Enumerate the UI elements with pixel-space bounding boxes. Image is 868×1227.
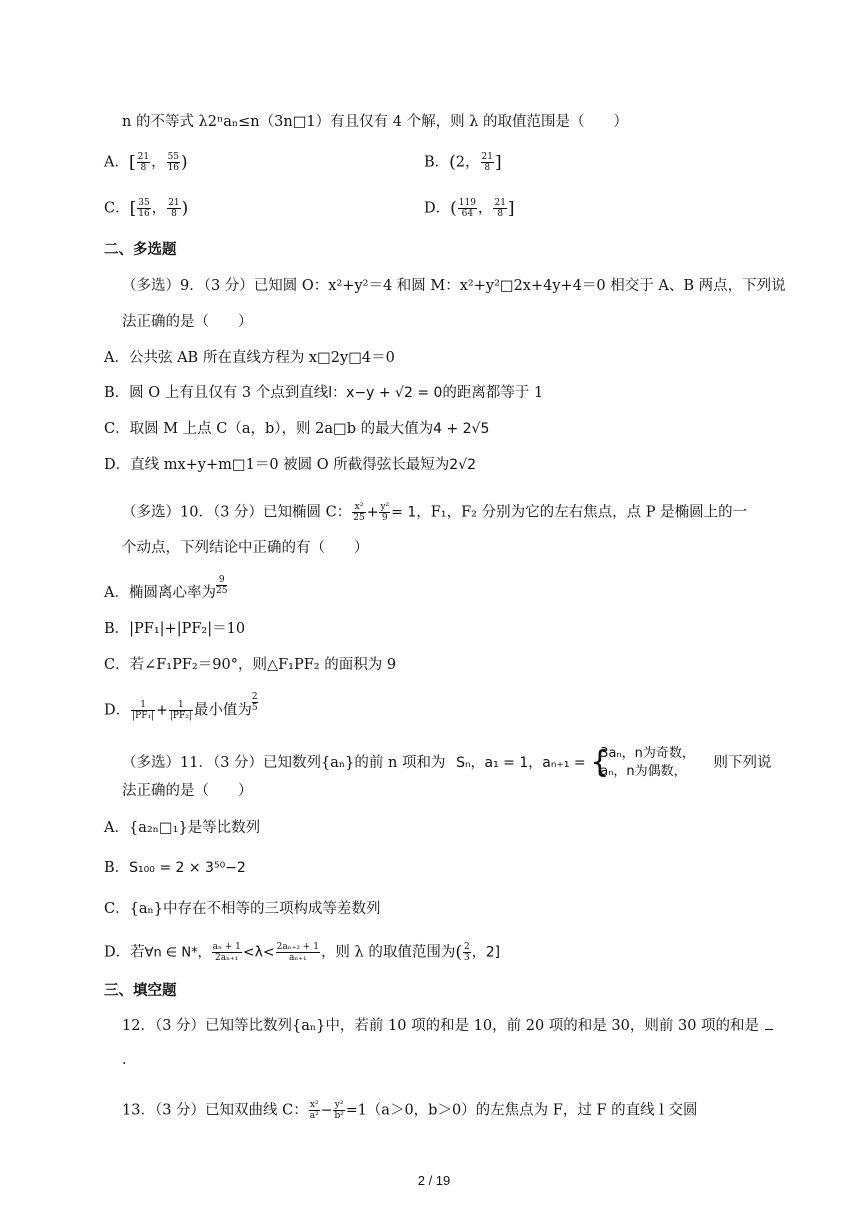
q11-stem-line2: 法正确的是（ ）	[122, 783, 253, 799]
math-expression: Sₙ，a₁ = 1，aₙ₊₁ =	[456, 755, 586, 771]
q9-stem-line1: （多选）9．（3 分）已知圆 O：x²+y²＝4 和圆 M：x²+y²□2x+4y+4＝0 相交于 A、B 两点，下列说	[122, 278, 786, 294]
fraction: $\frac{\text{x²}}{25}$	[353, 502, 365, 523]
q8-option-a: A．[ $\frac{21}{8}$ ， $\frac{55}{16}$ )	[104, 152, 188, 173]
q11-option-c: C．{aₙ}中存在不相等的三项构成等差数列	[104, 901, 381, 917]
fraction: $\frac{\text{y²}}{9}$	[380, 502, 390, 523]
option-label: A．	[104, 154, 129, 171]
fraction: $\frac{21}{8}$	[168, 198, 180, 219]
q10-option-d: D． $\frac{1}{\text{|PF₁|}}$ + $\frac{1}{\text{|PF₂|}}$ 最小值为 $\frac{2}{5}$	[104, 692, 258, 721]
fraction: $\frac{21}{8}$	[481, 152, 493, 173]
section-heading-multi-choice: 二、多选题	[104, 241, 177, 258]
q11-option-d: D．若∀n ∈ N*， $\frac{\text{aₙ + 1}}{\text{2aₙ₊₁}}$ <λ< $\frac{\text{2aₙ₊₂ + 1}}{\text{aₙ₊₁}}$ ，则 λ 的取值范围为( $\frac{2}{3}$ ，2]	[104, 942, 501, 963]
page-number: 2 / 19	[417, 1173, 451, 1188]
q8-stem: n 的不等式 λ2ⁿaₙ≤n（3n□1）有且仅有 4 个解，则 λ 的取值范围是（ ）	[122, 114, 628, 130]
fraction: $\frac{1}{\text{|PF₁|}}$	[132, 700, 155, 721]
math-expression: S₁₀₀ = 2 × 3⁵⁰−2	[129, 860, 246, 876]
q8-option-b: B．(2， $\frac{21}{8}$ ]	[424, 152, 502, 173]
q9-option-a: A．公共弦 AB 所在直线方程为 x□2y□4＝0	[104, 350, 395, 366]
option-label: B．	[424, 154, 450, 171]
answer-blank	[765, 1029, 773, 1030]
q8-option-d: D．( $\frac{119}{64}$ ， $\frac{21}{8}$ ]	[424, 198, 515, 219]
piecewise-definition: { 3aₙ，n为奇数， aₙ，n为偶数，	[590, 745, 695, 781]
fraction: $\frac{119}{64}$	[458, 198, 476, 219]
math-expression: 2√2	[449, 457, 477, 473]
option-label: D．	[424, 200, 451, 217]
math-expression: l：x−y + √2 = 0	[328, 385, 443, 401]
q11-option-a: A．{a₂ₙ□₁}是等比数列	[104, 820, 261, 836]
q9-option-b: B．圆 O 上有且仅有 3 个点到直线l：x−y + √2 = 0的距离都等于 1	[104, 385, 544, 401]
fraction: $\frac{1}{\text{|PF₂|}}$	[169, 700, 192, 721]
q13-stem: 13．（3 分）已知双曲线 C： $\frac{\text{x²}}{\text{a²}}$ − $\frac{\text{y²}}{\text{b²}}$ =1（a＞0，b＞0）的左焦点为 F，过 F 的直线 l 交圆	[122, 1100, 698, 1121]
math-expression: 4 + 2√5	[433, 421, 490, 437]
brace-icon: {	[590, 745, 610, 780]
q9-stem-line2: 法正确的是（ ）	[122, 314, 253, 330]
q10-option-a: A．椭圆离心率为 $\frac{9}{25}$	[104, 575, 228, 601]
q8-option-c: C．[ $\frac{35}{16}$ ， $\frac{21}{8}$ )	[104, 198, 189, 219]
fraction: $\frac{\text{aₙ + 1}}{\text{2aₙ₊₁}}$	[212, 942, 241, 963]
q10-stem-line1: （多选）10．（3 分）已知椭圆 C： $\frac{\text{x²}}{25}$ + $\frac{\text{y²}}{9}$ = 1，F₁，F₂ 分别为它的左右焦点，点 P 是椭圆上的一	[122, 502, 748, 523]
q12-period: ．	[122, 1052, 137, 1068]
q10-option-b: B．|PF₁|+|PF₂|＝10	[104, 621, 246, 637]
fraction: $\frac{2}{5}$	[251, 692, 258, 713]
q9-option-c: C．取圆 M 上点 C（a，b），则 2a□b 的最大值为4 + 2√5	[104, 421, 490, 437]
q10-stem-line2: 个动点，下列结论中正确的有（ ）	[122, 540, 369, 556]
q11-stem-line1: （多选）11．（3 分）已知数列{aₙ}的前 n 项和为 Sₙ，a₁ = 1，aₙ₊₁ = { 3aₙ，n为奇数， aₙ，n为偶数， 则下列说	[122, 745, 772, 781]
q12-stem: 12．（3 分）已知等比数列{aₙ}中，若前 10 项的和是 10，前 20 项的和是 30，则前 30 项的和是	[122, 1016, 773, 1036]
section-heading-fill-blank: 三、填空题	[104, 982, 177, 999]
fraction: $\frac{2}{3}$	[464, 942, 470, 963]
fraction: $\frac{21}{8}$	[494, 198, 506, 219]
fraction: $\frac{\text{2aₙ₊₂ + 1}}{\text{aₙ₊₁}}$	[276, 942, 319, 963]
fraction: $\frac{9}{25}$	[215, 575, 228, 596]
q11-option-b: B．S₁₀₀ = 2 × 3⁵⁰−2	[104, 860, 246, 876]
fraction: $\frac{\text{y²}}{\text{b²}}$	[334, 1100, 344, 1121]
fraction: $\frac{21}{8}$	[137, 152, 150, 173]
q9-option-d: D．直线 mx+y+m□1＝0 被圆 O 所截得弦长最短为2√2	[104, 457, 477, 473]
fraction: $\frac{35}{16}$	[138, 198, 150, 219]
q10-option-c: C．若∠F₁PF₂＝90°，则△F₁PF₂ 的面积为 9	[104, 657, 397, 673]
fraction: $\frac{55}{16}$	[167, 152, 180, 173]
fraction: $\frac{\text{x²}}{\text{a²}}$	[309, 1100, 319, 1121]
option-label: C．	[104, 200, 130, 217]
